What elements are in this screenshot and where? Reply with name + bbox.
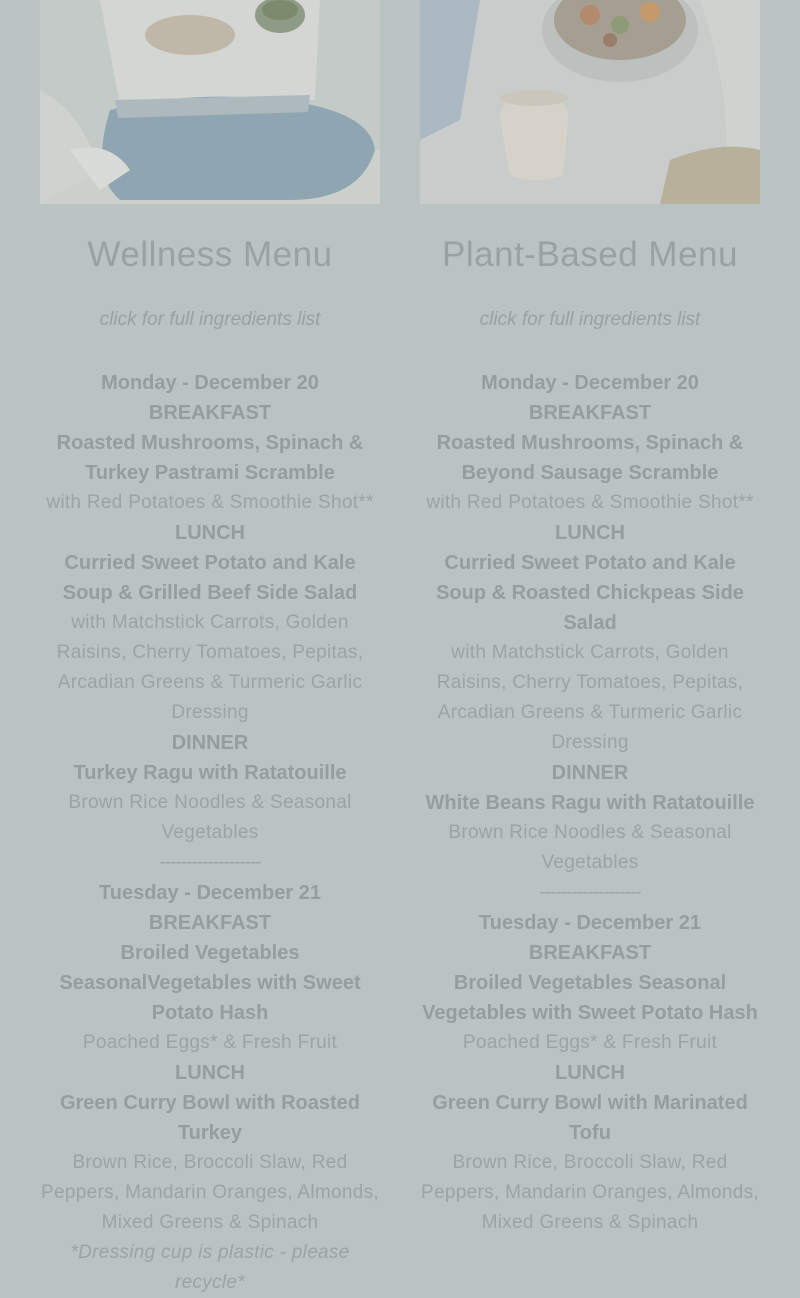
menu-detail-line: with Matchstick Carrots, Golden Raisins, Cherry Tomatoes, Pepitas, Arcadian Greens & Turmeric Garlic Dressing [436,642,744,753]
menu-heading-line: DINNER [171,732,249,754]
ingredients-list-link[interactable]: click for full ingredients list [99,309,321,330]
menu-days [420,368,760,1238]
plant-based-photo-image [420,0,760,204]
ingredients-list-link[interactable]: click for full ingredients list [479,309,701,330]
day-divider: ------------------- [539,882,641,903]
menu-heading-line: BREAKFAST [148,912,272,934]
plant-based-menu-column [420,0,760,1238]
wellness-photo-image [40,0,380,204]
menu-heading-line: Monday - December 20 [101,372,319,394]
wellness-menu-photo [40,0,380,204]
menu-heading-line: White Beans Ragu with Ratatouille [425,792,755,814]
day-divider: ------------------- [159,852,261,873]
menu-heading-line: LUNCH [175,1062,245,1084]
menu-title: Wellness Menu [87,235,333,274]
menu-detail-line: Brown Rice, Broccoli Slaw, Red Peppers, Mandarin Oranges, Almonds, Mixed Greens & Spinach [41,1152,379,1233]
dressing-note: *Dressing cup is plastic - please recycle* [70,1242,350,1293]
menu-heading-line: LUNCH [555,522,625,544]
menu-heading-line: Tuesday - December 21 [99,882,321,904]
menu-heading-line: Curried Sweet Potato and Kale Soup & Roasted Chickpeas Side Salad [436,552,744,634]
menu-detail-line: Poached Eggs* & Fresh Fruit [462,1032,718,1053]
menu-detail-line: Brown Rice, Broccoli Slaw, Red Peppers, Mandarin Oranges, Almonds, Mixed Greens & Spinach [421,1152,759,1233]
menu-heading-line: Monday - December 20 [481,372,699,394]
menu-heading-line: Roasted Mushrooms, Spinach & Beyond Sausage Scramble [436,432,744,484]
menu-heading-line: Green Curry Bowl with Roasted Turkey [59,1092,361,1144]
menu-detail-line: with Red Potatoes & Smoothie Shot** [46,492,374,513]
menu-heading-line: BREAKFAST [528,942,652,964]
menu-heading-line: Curried Sweet Potato and Kale Soup & Grilled Beef Side Salad [62,552,358,604]
menu-detail-line: with Red Potatoes & Smoothie Shot** [426,492,754,513]
menu-heading-line: BREAKFAST [528,402,652,424]
menu-title: Plant-Based Menu [442,235,738,274]
menu-heading-line: Broiled Vegetables SeasonalVegetables with Sweet Potato Hash [59,942,361,1024]
menu-heading-line: BREAKFAST [148,402,272,424]
wellness-menu-column [40,0,380,1298]
menu-detail-line: Brown Rice Noodles & Seasonal Vegetables [448,822,732,873]
menu-heading-line: Green Curry Bowl with Marinated Tofu [432,1092,748,1144]
plant-based-menu-photo [420,0,760,204]
menu-heading-line: Roasted Mushrooms, Spinach & Turkey Pastrami Scramble [56,432,364,484]
menu-heading-line: LUNCH [555,1062,625,1084]
menu-days [40,368,380,1298]
menu-heading-line: Broiled Vegetables Seasonal Vegetables with Sweet Potato Hash [422,972,758,1024]
menu-detail-line: Brown Rice Noodles & Seasonal Vegetables [68,792,352,843]
menu-heading-line: DINNER [551,762,629,784]
menu-detail-line: Poached Eggs* & Fresh Fruit [82,1032,338,1053]
menu-detail-line: with Matchstick Carrots, Golden Raisins, Cherry Tomatoes, Pepitas, Arcadian Greens & Turmeric Garlic Dressing [56,612,364,723]
menu-heading-line: Tuesday - December 21 [479,912,701,934]
menu-heading-line: Turkey Ragu with Ratatouille [73,762,347,784]
menu-heading-line: LUNCH [175,522,245,544]
